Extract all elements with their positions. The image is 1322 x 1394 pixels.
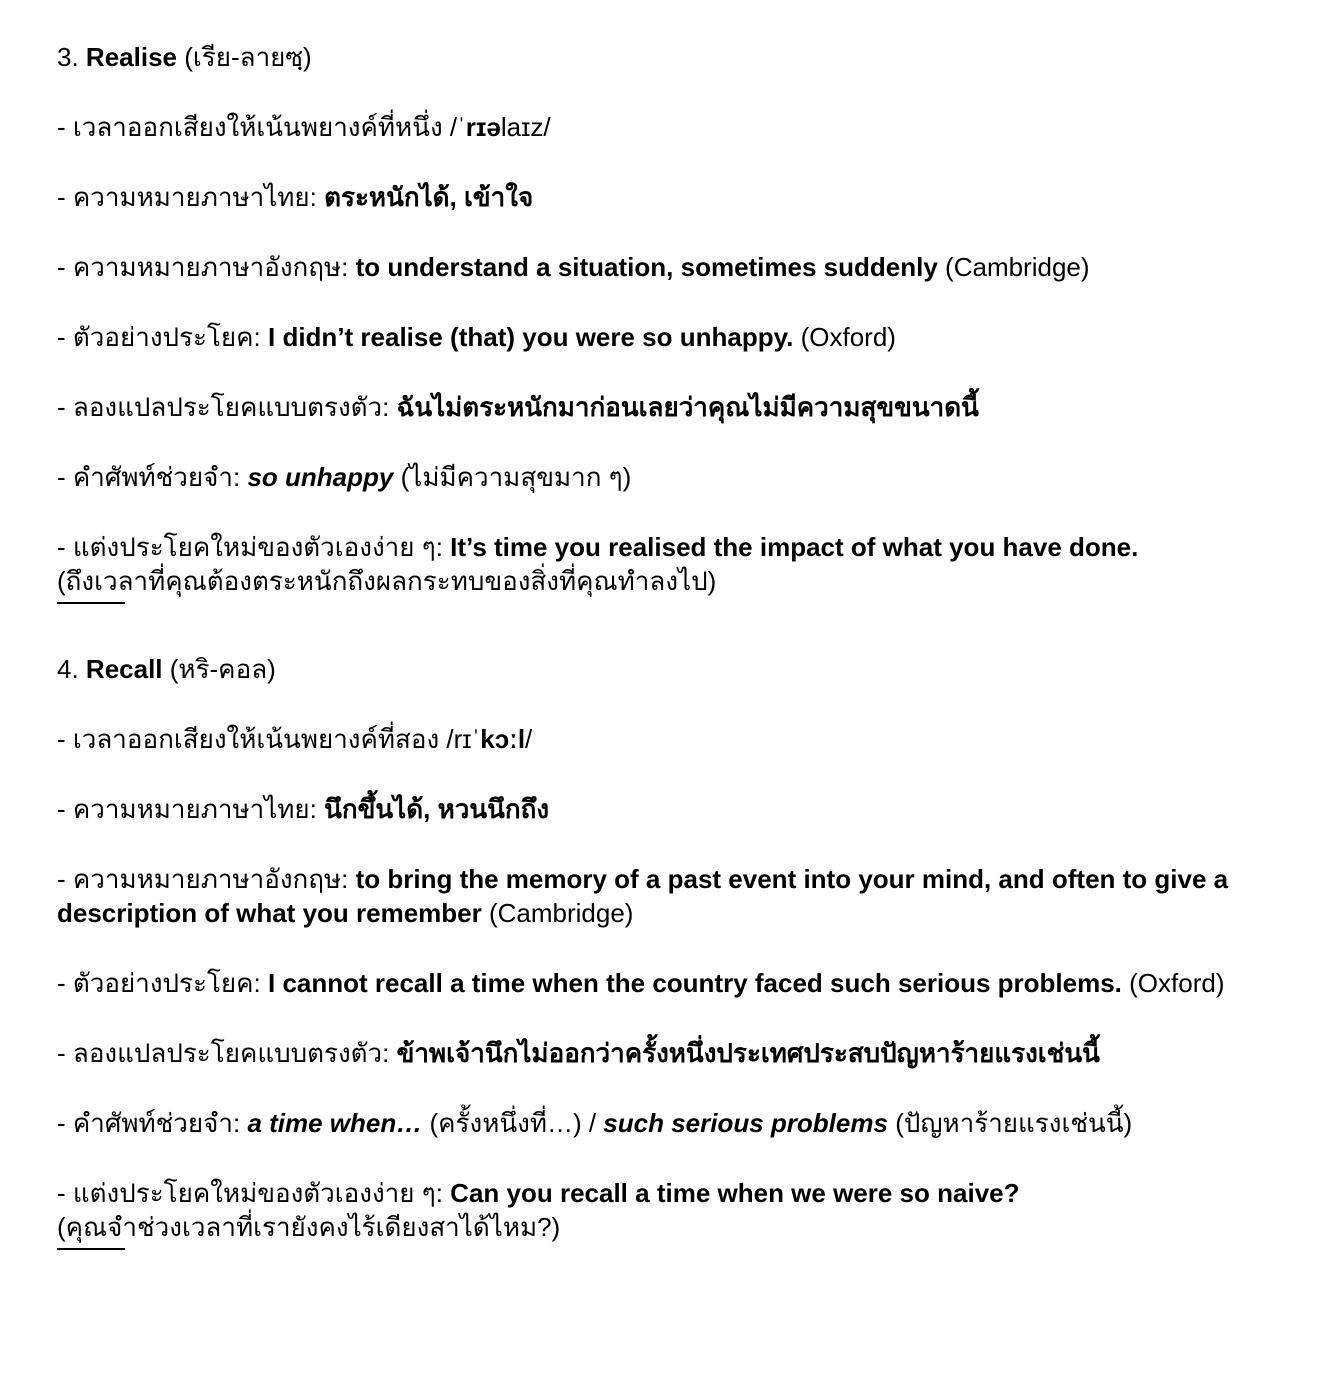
- thai-meaning: นึกขึ้นได้, หวนนึกถึง: [324, 794, 550, 824]
- entry-number: 3.: [57, 42, 79, 72]
- section-divider: [57, 1248, 125, 1250]
- english-meaning-label: - ความหมายภาษาอังกฤษ:: [57, 252, 349, 282]
- translation-line: [57, 1036, 1277, 1070]
- vocab-term-thai: (ครั้งหนึ่งที่…) /: [429, 1108, 597, 1138]
- translation-label: - ลองแปลประโยคแบบตรงตัว:: [57, 392, 390, 422]
- english-meaning-label: - ความหมายภาษาอังกฤษ:: [57, 864, 349, 894]
- literal-translation: ข้าพเจ้านึกไม่ออกว่าครั้งหนึ่งประเทศประสบปัญหาร้ายแรงเช่นนี้: [396, 1038, 1100, 1068]
- vocab-term: so unhappy: [247, 462, 394, 492]
- stress-line: [57, 722, 1277, 756]
- ipa-rest: /: [525, 724, 533, 754]
- example-line: [57, 966, 1277, 1000]
- document-body: [57, 40, 1277, 1250]
- entry-heading: [57, 652, 1277, 686]
- example-sentence: I cannot recall a time when the country faced such serious problems.: [268, 968, 1122, 998]
- vocab-line: [57, 460, 1277, 494]
- thai-meaning-line: [57, 180, 1277, 214]
- english-meaning-line: [57, 862, 1277, 930]
- literal-translation: ฉันไม่ตระหนักมาก่อนเลยว่าคุณไม่มีความสุขขนาดนี้: [396, 392, 979, 422]
- example-sentence: I didn’t realise (that) you were so unhappy.: [268, 322, 794, 352]
- vocab-line: [57, 1106, 1277, 1140]
- example-line: [57, 320, 1277, 354]
- translation-line: [57, 390, 1277, 424]
- vocab-label: - คำศัพท์ช่วยจำ:: [57, 1108, 241, 1138]
- own-sentence-translation: (ถึงเวลาที่คุณต้องตระหนักถึงผลกระทบของสิ่งที่คุณทำลงไป): [57, 566, 717, 596]
- own-sentence-line: [57, 530, 1277, 564]
- ipa-stressed: kɔːl: [480, 724, 526, 754]
- vocab-term-2-thai: (ปัญหาร้ายแรงเช่นนี้): [895, 1108, 1133, 1138]
- own-sentence: It’s time you realised the impact of what you have done.: [450, 532, 1139, 562]
- ipa-rest: laɪz/: [500, 112, 551, 142]
- thai-meaning-line: [57, 792, 1277, 826]
- entry-number: 4.: [57, 654, 79, 684]
- entry-thai-pronunciation: (หริ-คอล): [169, 654, 276, 684]
- thai-meaning: ตระหนักได้, เข้าใจ: [324, 182, 534, 212]
- own-sentence-label: - แต่งประโยคใหม่ของตัวเองง่าย ๆ:: [57, 1178, 443, 1208]
- stress-line: [57, 110, 1277, 144]
- entry-heading: [57, 40, 1277, 74]
- english-meaning: to bring the memory of a past event into your mind, and often to give a description of what you remember: [57, 864, 1229, 928]
- translation-label: - ลองแปลประโยคแบบตรงตัว:: [57, 1038, 390, 1068]
- vocab-term-thai: (ไม่มีความสุขมาก ๆ): [400, 462, 632, 492]
- example-source: (Oxford): [800, 322, 896, 352]
- english-meaning-line: [57, 250, 1277, 284]
- entry-realise: [57, 40, 1277, 604]
- stress-label: - เวลาออกเสียงให้เน้นพยางค์ที่หนึ่ง /ˈ: [57, 112, 466, 142]
- thai-meaning-label: - ความหมายภาษาไทย:: [57, 794, 317, 824]
- english-meaning: to understand a situation, sometimes suddenly: [355, 252, 938, 282]
- vocab-term: a time when…: [247, 1108, 423, 1138]
- english-meaning-source: (Cambridge): [945, 252, 1090, 282]
- vocab-term-2: such serious problems: [603, 1108, 888, 1138]
- english-meaning-source: (Cambridge): [488, 898, 634, 928]
- entry-thai-pronunciation: (เรีย-ลายซฺ): [184, 42, 312, 72]
- example-label: - ตัวอย่างประโยค:: [57, 322, 261, 352]
- example-source: (Oxford): [1129, 968, 1225, 998]
- own-sentence-translation: (คุณจำช่วงเวลาที่เรายังคงไร้เดียงสาได้ไหม?): [57, 1212, 561, 1242]
- vocab-label: - คำศัพท์ช่วยจำ:: [57, 462, 241, 492]
- entry-word: Recall: [85, 654, 163, 684]
- own-sentence-label: - แต่งประโยคใหม่ของตัวเองง่าย ๆ:: [57, 532, 443, 562]
- thai-meaning-label: - ความหมายภาษาไทย:: [57, 182, 317, 212]
- ipa-stressed: rɪə: [465, 112, 501, 142]
- entry-word: Realise: [85, 42, 177, 72]
- entry-recall: [57, 652, 1277, 1250]
- example-label: - ตัวอย่างประโยค:: [57, 968, 261, 998]
- own-sentence: Can you recall a time when we were so naive?: [450, 1178, 1020, 1208]
- stress-label: - เวลาออกเสียงให้เน้นพยางค์ที่สอง /rɪˈ: [57, 724, 481, 754]
- own-sentence-line: [57, 1176, 1277, 1210]
